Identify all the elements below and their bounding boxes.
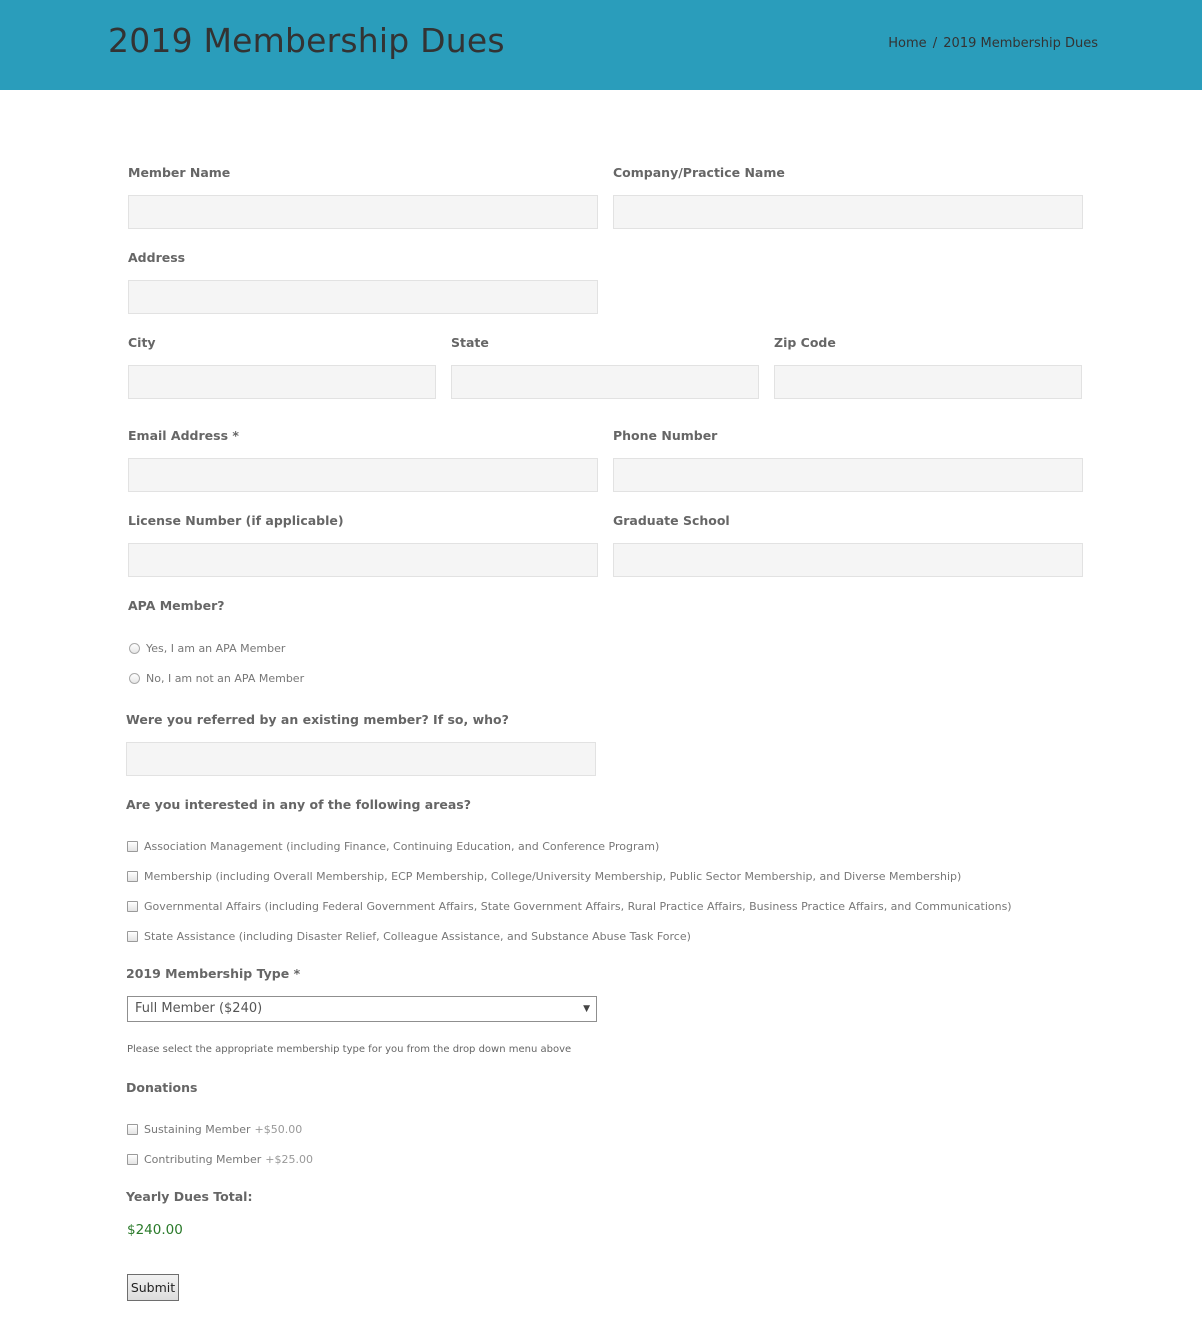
submit-button[interactable]: Submit [127,1274,179,1301]
required-marker: * [293,966,301,981]
contributing-member-price: +$25.00 [265,1152,314,1166]
breadcrumb-separator: / [932,36,938,51]
breadcrumb-home-link[interactable]: Home [888,36,927,51]
yearly-dues-total-value: $240.00 [127,1222,183,1238]
contributing-member-label: Contributing Member [144,1152,262,1166]
member-name-input[interactable] [128,195,598,229]
company-name-label: Company/Practice Name [613,165,785,180]
interest-governmental-label: Governmental Affairs (including Federal Government Affairs, State Government Affairs, Rural Practice Affairs, Business Practice Affairs, and Communications) [144,899,1012,913]
apa-yes-label: Yes, I am an APA Member [146,641,286,655]
yearly-dues-total-label: Yearly Dues Total: [126,1189,253,1204]
state-input[interactable] [451,365,759,399]
required-marker: * [232,428,239,443]
sustaining-member-checkbox[interactable] [127,1124,138,1135]
graduate-school-input[interactable] [613,543,1083,577]
address-label: Address [128,250,186,265]
interest-governmental-checkbox[interactable] [127,901,138,912]
donations-label: Donations [126,1080,198,1095]
apa-no-label: No, I am not an APA Member [146,671,305,685]
phone-label: Phone Number [613,428,718,443]
sustaining-member-label: Sustaining Member [144,1122,251,1136]
donation-option[interactable] [127,1151,313,1167]
interest-membership-label: Membership (including Overall Membership, ECP Membership, College/University Membership, Public Sector Membership, and Diverse Membership) [144,869,962,883]
interest-option[interactable] [127,838,659,854]
interest-membership-checkbox[interactable] [127,871,138,882]
interest-state-assistance-label: State Assistance (including Disaster Relief, Colleague Assistance, and Substance Abuse Task Force) [144,929,691,943]
referred-by-label: Were you referred by an existing member? If so, who? [126,712,509,727]
email-label: Email Address * [128,428,239,443]
breadcrumb [888,35,1098,53]
interests-label: Are you interested in any of the following areas? [126,797,471,812]
address-input[interactable] [128,280,598,314]
interest-association-checkbox[interactable] [127,841,138,852]
referred-by-input[interactable] [126,742,596,776]
zip-code-input[interactable] [774,365,1082,399]
membership-type-select[interactable] [127,996,597,1022]
sustaining-member-price: +$50.00 [254,1122,303,1136]
page-title: 2019 Membership Dues [108,21,505,60]
graduate-school-label: Graduate School [613,513,730,528]
company-name-input[interactable] [613,195,1083,229]
member-name-label: Member Name [128,165,231,180]
apa-no-radio[interactable] [129,673,140,684]
page-header [0,0,1202,90]
zip-code-label: Zip Code [774,335,836,350]
contributing-member-checkbox[interactable] [127,1154,138,1165]
apa-no-option[interactable] [129,670,304,686]
apa-yes-option[interactable] [129,640,285,656]
apa-yes-radio[interactable] [129,643,140,654]
membership-type-helper-text: Please select the appropriate membership type for you from the drop down menu above [127,1044,572,1055]
interest-association-label: Association Management (including Finance, Continuing Education, and Conference Program) [144,839,660,853]
membership-type-label: 2019 Membership Type * [126,966,301,981]
email-input[interactable] [128,458,598,492]
phone-input[interactable] [613,458,1083,492]
interest-option[interactable] [127,928,691,944]
license-number-label: License Number (if applicable) [128,513,344,528]
donation-option[interactable] [127,1121,302,1137]
state-label: State [451,335,489,350]
dropdown-arrow-icon: ▼ [583,1004,590,1014]
breadcrumb-current: 2019 Membership Dues [943,36,1098,51]
city-label: City [128,335,156,350]
interest-state-assistance-checkbox[interactable] [127,931,138,942]
license-number-input[interactable] [128,543,598,577]
membership-type-selected: Full Member ($240) [135,1001,263,1016]
city-input[interactable] [128,365,436,399]
apa-member-label: APA Member? [128,598,225,613]
interest-option[interactable] [127,898,1012,914]
interest-option[interactable] [127,868,961,884]
